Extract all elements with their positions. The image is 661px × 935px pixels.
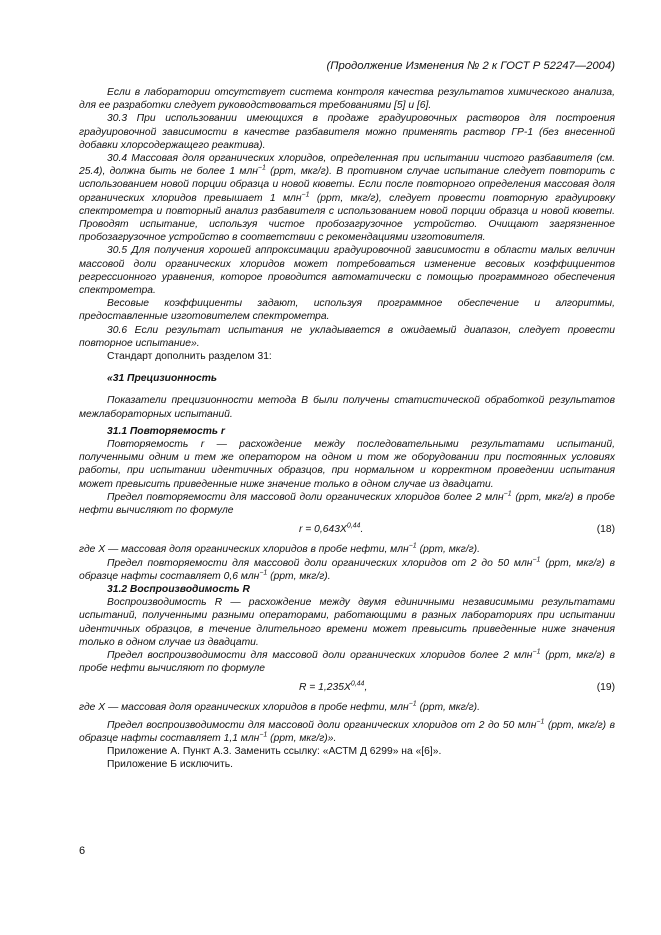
page-number: 6 <box>79 845 86 857</box>
paragraph: Предел воспроизводимости для массовой доли органических хлоридов от 2 до 50 млн$^{-1}$ (ppm, мкг/г) в образце нафты составляет 1,1 млн$^{-1}$ (ppm, мкг/г)». <box>79 718 615 744</box>
paragraph: Стандарт дополнить разделом 31: <box>107 351 272 363</box>
paragraph: 30.4 Массовая доля органических хлоридов, определенная при испытании чистого разбавителя (см. 25.4), должна быть не более 1 млн$^{-1}$ (ppm, мкг/г). В противном случае испытание следует повторить с использованием новой порции образца и новой кюветы. Если после повторного определения массовая доля органических хлоридов превышает 1 млн$^{-1}$ (ppm, мкг/г), следует провести повторную градуировку спектрометра и повторный анализ разбавителя с использованием новой порции образца и новой кюветы. Проводят испытание, используя чистое пробозагрузочное устройство. Очищают загрязненное пробозагрузочное устройство в соответствии с рекомендациями изготовителя. <box>79 153 615 244</box>
paragraph: 30.5 Для получения хорошей аппроксимации градуировочной зависимости в области малых величин массовой доли органических хлоридов может потребоваться изменение весовых коэффициентов регрессионного уравнения, которое проводится автоматически с помощью программного обеспечения спектрометра. <box>79 245 615 297</box>
formula-number: (18) <box>596 524 615 536</box>
paragraph: где X — массовая доля органических хлоридов в пробе нефти, млн$^{-1}$ (ppm, мкг/г). <box>79 700 480 714</box>
paragraph: Повторяемость r — расхождение между последовательными результатами испытаний, полученными одним и тем же оператором на одном и том же оборудовании при постоянных условиях работы, при испытании идентичных образцов, при нормальном и корректном проведении испытания может превысить приведенные ниже значение только в одном случае из двадцати. <box>79 439 615 490</box>
paragraph: 30.6 Если результат испытания не укладывается в ожидаемый диапазон, следует провести повторное испытание». <box>79 324 615 349</box>
paragraph: Весовые коэффициенты задают, используя программное обеспечение и алгоритмы, предоставленные изготовителем спектрометра. <box>79 298 615 323</box>
paragraph: Приложение А. Пункт А.3. Заменить ссылку: «АСТМ Д 6299» на «[6]». <box>107 745 442 757</box>
paragraph: Предел воспроизводимости для массовой доли органических хлоридов более 2 млн$^{-1}$ (ppm, мкг/г) в пробе нефти вычисляют по формуле <box>79 648 615 675</box>
paragraph: Если в лаборатории отсутствует система контроля качества результатов химического анализа, для ее разработки следует руководствоваться требованиями [5] и [6]. <box>79 87 615 112</box>
formula-19: $R = 1,235X^{0,44}$, (19) <box>299 680 615 694</box>
paragraph: Воспроизводимость R — расхождение между двумя единичными независимыми результатами испытаний, полученными разными операторами, работающими в разных лабораториях при испытании идентичных образцов, в течение длительного времени может превысить приведенные ниже значения только в одном случае из двадцати. <box>79 597 615 648</box>
document-body <box>79 86 615 771</box>
section-heading: 31.2 Воспроизводимость R <box>107 583 250 595</box>
paragraph: Показатели прецизионности метода В были получены статистической обработкой результатов межлабораторных испытаний. <box>79 395 615 420</box>
page-header: (Продолжение Изменения № 2 к ГОСТ Р 52247—2004) <box>326 60 615 72</box>
section-heading: «31 Прецизионность <box>107 373 217 385</box>
paragraph: Предел повторяемости для массовой доли органических хлоридов более 2 млн$^{-1}$ (ppm, мкг/г) в пробе нефти вычисляют по формуле <box>79 490 615 517</box>
paragraph: Предел повторяемости для массовой доли органических хлоридов от 2 до 50 млн$^{-1}$ (ppm, мкг/г) в образце нафты составляет 0,6 млн$^{-1}$ (ppm, мкг/г). <box>79 556 616 582</box>
formula-18: $r = 0,643X^{0,44}$. (18) <box>299 522 615 536</box>
formula-number: (19) <box>596 682 615 694</box>
paragraph: 30.3 При использовании имеющихся в продаже градуировочных растворов для построения градуировочной зависимости в качестве разбавителя можно применять раствор ГР-1 (без внесенной добавки хлорсодержащего реактива). <box>79 113 615 151</box>
paragraph: Приложение Б исключить. <box>107 759 233 771</box>
paragraph: где X — массовая доля органических хлоридов в пробе нефти, млн$^{-1}$ (ppm, мкг/г). <box>79 542 480 556</box>
section-heading: 31.1 Повторяемость r <box>107 425 225 437</box>
